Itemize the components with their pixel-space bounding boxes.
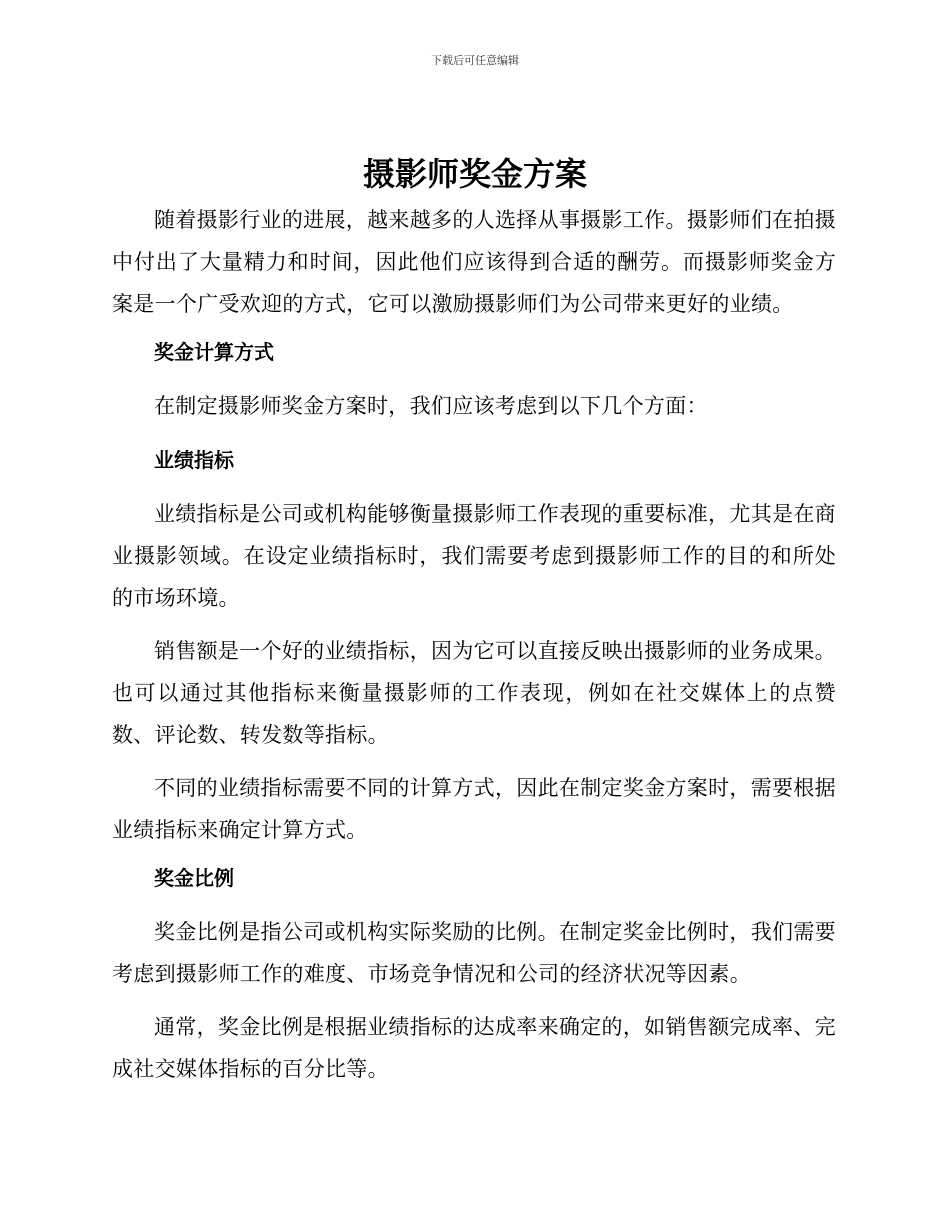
document-body <box>112 199 836 1090</box>
paragraph: 不同的业绩指标需要不同的计算方式，因此在制定奖金方案时，需要根据业绩指标来确定计算方式。 <box>112 776 836 842</box>
paragraph: 在制定摄影师奖金方案时，我们应该考虑到以下几个方面： <box>154 394 708 418</box>
page-header-note: 下载后可任意编辑 <box>431 54 519 67</box>
document-title: 摄影师奖金方案 <box>362 155 587 193</box>
paragraph: 业绩指标是公司或机构能够衡量摄影师工作表现的重要标准，尤其是在商业摄影领域。在设定业绩指标时，我们需要考虑到摄影师工作的目的和所处的市场环境。 <box>112 502 836 610</box>
paragraph: 通常，奖金比例是根据业绩指标的达成率来确定的，如销售额完成率、完成社交媒体指标的百分比等。 <box>112 1015 836 1081</box>
section-heading-bonus-calculation: 奖金计算方式 <box>154 340 274 364</box>
paragraph: 销售额是一个好的业绩指标，因为它可以直接反映出摄影师的业务成果。也可以通过其他指标来衡量摄影师的工作表现，例如在社交媒体上的点赞数、评论数、转发数等指标。 <box>112 639 836 747</box>
intro-paragraph: 随着摄影行业的进展，越来越多的人选择从事摄影工作。摄影师们在拍摄中付出了大量精力和时间，因此他们应该得到合适的酬劳。而摄影师奖金方案是一个广受欢迎的方式，它可以激励摄影师们为公司带来更好的业绩。 <box>112 208 836 316</box>
section-heading-performance-metrics: 业绩指标 <box>154 448 234 472</box>
section-heading-bonus-ratio: 奖金比例 <box>154 866 234 890</box>
paragraph: 奖金比例是指公司或机构实际奖励的比例。在制定奖金比例时，我们需要考虑到摄影师工作的难度、市场竞争情况和公司的经济状况等因素。 <box>112 920 836 986</box>
